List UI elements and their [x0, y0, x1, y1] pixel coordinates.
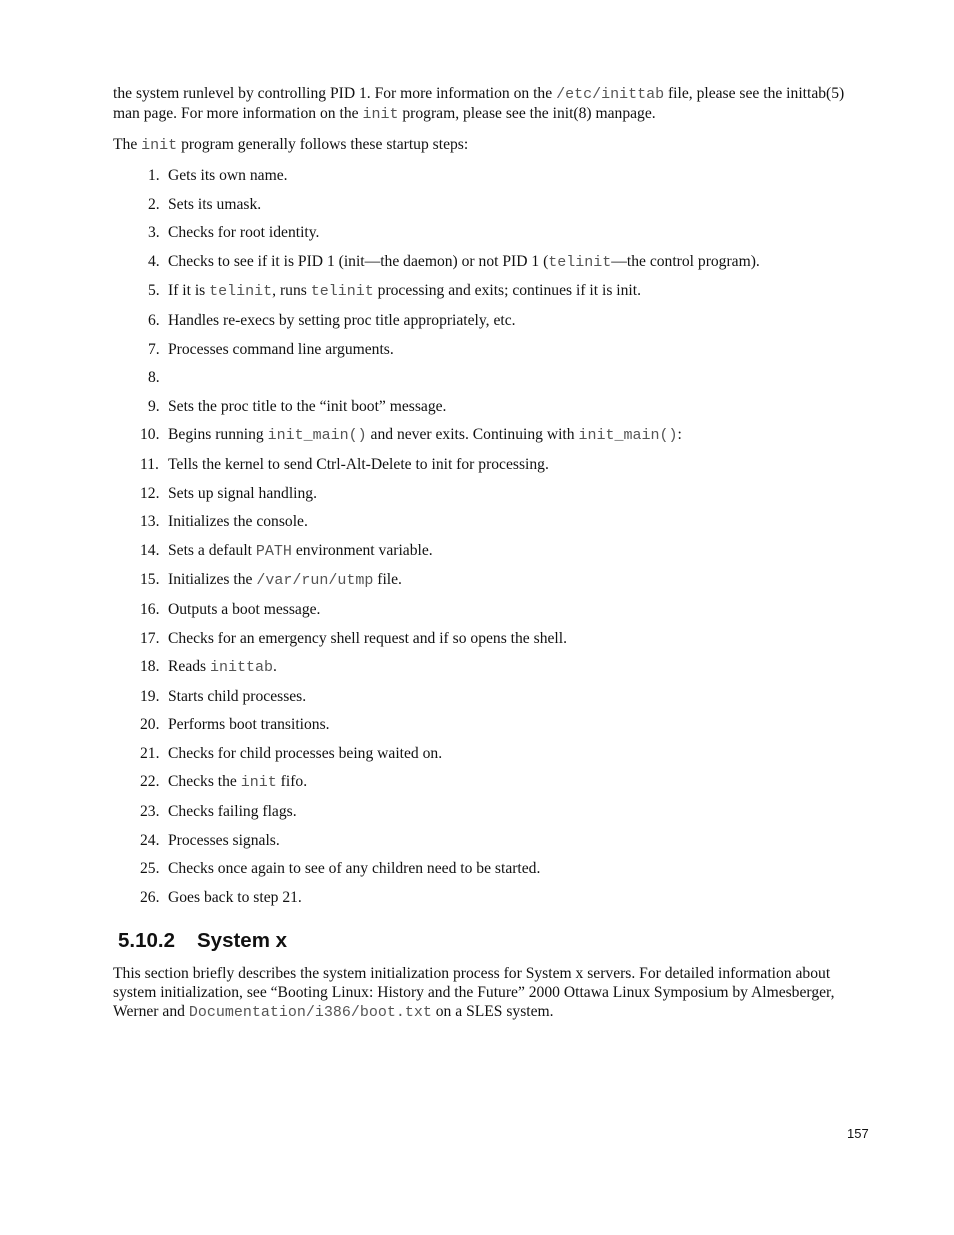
- list-item: 14. Sets a default PATH environment variable.: [140, 541, 433, 560]
- step-text: Sets its umask.: [168, 195, 262, 213]
- list-item: 24. Processes signals.: [140, 831, 280, 849]
- boot-txt-path: Documentation/i386/boot.txt: [188, 1004, 432, 1021]
- intro-text: the system runlevel by controlling PID 1. For more information on the: [113, 85, 557, 102]
- init-code: init: [362, 106, 399, 123]
- step-text: .: [273, 658, 277, 676]
- step-text: If it is: [168, 282, 210, 300]
- list-item: 10. Begins running init_main() and never exits. Continuing with init_main():: [140, 426, 682, 445]
- startup-steps-list: [113, 166, 873, 907]
- step-text: Tells the kernel to send Ctrl-Alt-Delete to init for processing.: [168, 455, 549, 473]
- step-text: Checks failing flags.: [168, 803, 297, 821]
- step-text: Checks for an emergency shell request and if so opens the shell.: [168, 629, 567, 647]
- step-code: init_main(): [578, 427, 678, 445]
- init-code: init: [141, 137, 178, 154]
- step-text: environment variable.: [291, 541, 433, 559]
- list-item: 2. Sets its umask.: [148, 195, 262, 213]
- intro-text: file, please see the inittab(5) man page. For more information on the: [113, 85, 845, 122]
- list-item: 21. Checks for child processes being waited on.: [140, 744, 443, 762]
- list-item: 25. Checks once again to see of any children need to be started.: [140, 860, 541, 878]
- step-text: file.: [373, 571, 402, 589]
- section-title: System x: [197, 929, 288, 952]
- step-text: Checks for root identity.: [168, 224, 320, 242]
- step-text: and never exits. Continuing with: [366, 426, 579, 444]
- step-text: Goes back to step 21.: [168, 888, 302, 906]
- step-text: :: [677, 426, 682, 444]
- list-item: 9. Sets the proc title to the “init boot” message.: [148, 397, 447, 415]
- inittab-path: /etc/inittab: [556, 86, 665, 103]
- step-text: Checks the: [168, 773, 241, 791]
- section-text: This section briefly describes the system initialization process for System x servers. For detailed information about system initialization, see “Booting Linux: History and the Future” 2000 Ottawa Linux Symposium by Almesberger, Werner and: [113, 965, 835, 1020]
- step-code: /var/run/utmp: [256, 572, 374, 590]
- step-text: Processes signals.: [168, 831, 280, 849]
- section-text: on a SLES system.: [431, 1003, 554, 1020]
- step-text: Sets the proc title to the “init boot” message.: [168, 397, 447, 415]
- list-item: 19. Starts child processes.: [140, 687, 307, 705]
- step-text: Initializes the console.: [168, 513, 308, 531]
- page-body: [113, 84, 873, 916]
- list-item: 4. Checks to see if it is PID 1 (init—the daemon) or not PID 1 (telinit—the control program).: [148, 252, 760, 271]
- step-text: Checks once again to see of any children need to be started.: [168, 860, 541, 878]
- step-text: Begins running: [168, 426, 268, 444]
- list-item: 8.: [148, 369, 160, 387]
- step-text: Sets a default: [168, 541, 256, 559]
- step-text: Starts child processes.: [168, 687, 307, 705]
- list-item: 13. Initializes the console.: [140, 513, 308, 531]
- step-text: , runs: [272, 282, 311, 300]
- list-item: 17. Checks for an emergency shell request and if so opens the shell.: [140, 629, 567, 647]
- list-item: 23. Checks failing flags.: [140, 803, 297, 821]
- steps-intro: [113, 135, 873, 155]
- step-code: inittab: [210, 659, 274, 677]
- section-heading: [118, 929, 287, 953]
- step-code: telinit: [548, 253, 612, 271]
- page-number: 157: [847, 1126, 869, 1141]
- list-item: 3. Checks for root identity.: [148, 224, 320, 242]
- step-code: telinit: [209, 283, 273, 301]
- list-item: 20. Performs boot transitions.: [140, 716, 330, 734]
- step-code: telinit: [310, 283, 374, 301]
- step-text: Gets its own name.: [168, 167, 288, 184]
- steps-intro-text: The: [113, 136, 142, 153]
- list-item: 12. Sets up signal handling.: [140, 484, 318, 502]
- list-item: 1. Gets its own name.: [148, 167, 288, 184]
- step-text: processing and exits; continues if it is init.: [373, 282, 641, 300]
- list-item: 22. Checks the init fifo.: [140, 773, 308, 792]
- section-number: 5.10.2: [118, 929, 175, 952]
- step-text: fifo.: [276, 773, 308, 791]
- step-code: init: [240, 774, 277, 792]
- step-text: Handles re-execs by setting proc title appropriately, etc.: [168, 311, 516, 329]
- section-paragraph: [113, 964, 873, 1022]
- list-item: 16. Outputs a boot message.: [140, 600, 321, 618]
- step-code: PATH: [255, 542, 292, 560]
- step-text: Reads: [168, 658, 211, 676]
- step-text: Performs boot transitions.: [168, 716, 330, 734]
- list-item: 5. If it is telinit, runs telinit processing and exits; continues if it is init.: [148, 282, 641, 301]
- list-item: 6. Handles re-execs by setting proc title appropriately, etc.: [148, 311, 516, 329]
- intro-paragraph: [113, 84, 873, 124]
- list-item: 15. Initializes the /var/run/utmp file.: [140, 571, 402, 590]
- step-text: Checks for child processes being waited on.: [168, 744, 443, 762]
- list-item: 11. Tells the kernel to send Ctrl-Alt-Delete to init for processing.: [140, 455, 549, 473]
- step-text: Processes command line arguments.: [168, 340, 394, 358]
- step-text: Initializes the: [168, 571, 257, 589]
- intro-text: program, please see the init(8) manpage.: [398, 105, 656, 122]
- step-text: Checks to see if it is PID 1 (init—the daemon) or not PID 1 (: [168, 252, 549, 270]
- list-item: 26. Goes back to step 21.: [140, 888, 302, 906]
- list-item: 7. Processes command line arguments.: [148, 340, 394, 358]
- step-code: init_main(): [267, 427, 367, 445]
- step-text: Sets up signal handling.: [168, 484, 318, 502]
- steps-intro-text: program generally follows these startup steps:: [177, 136, 469, 153]
- step-text: Outputs a boot message.: [168, 600, 321, 618]
- list-item: 18. Reads inittab.: [140, 658, 277, 677]
- step-text: —the control program).: [611, 252, 760, 270]
